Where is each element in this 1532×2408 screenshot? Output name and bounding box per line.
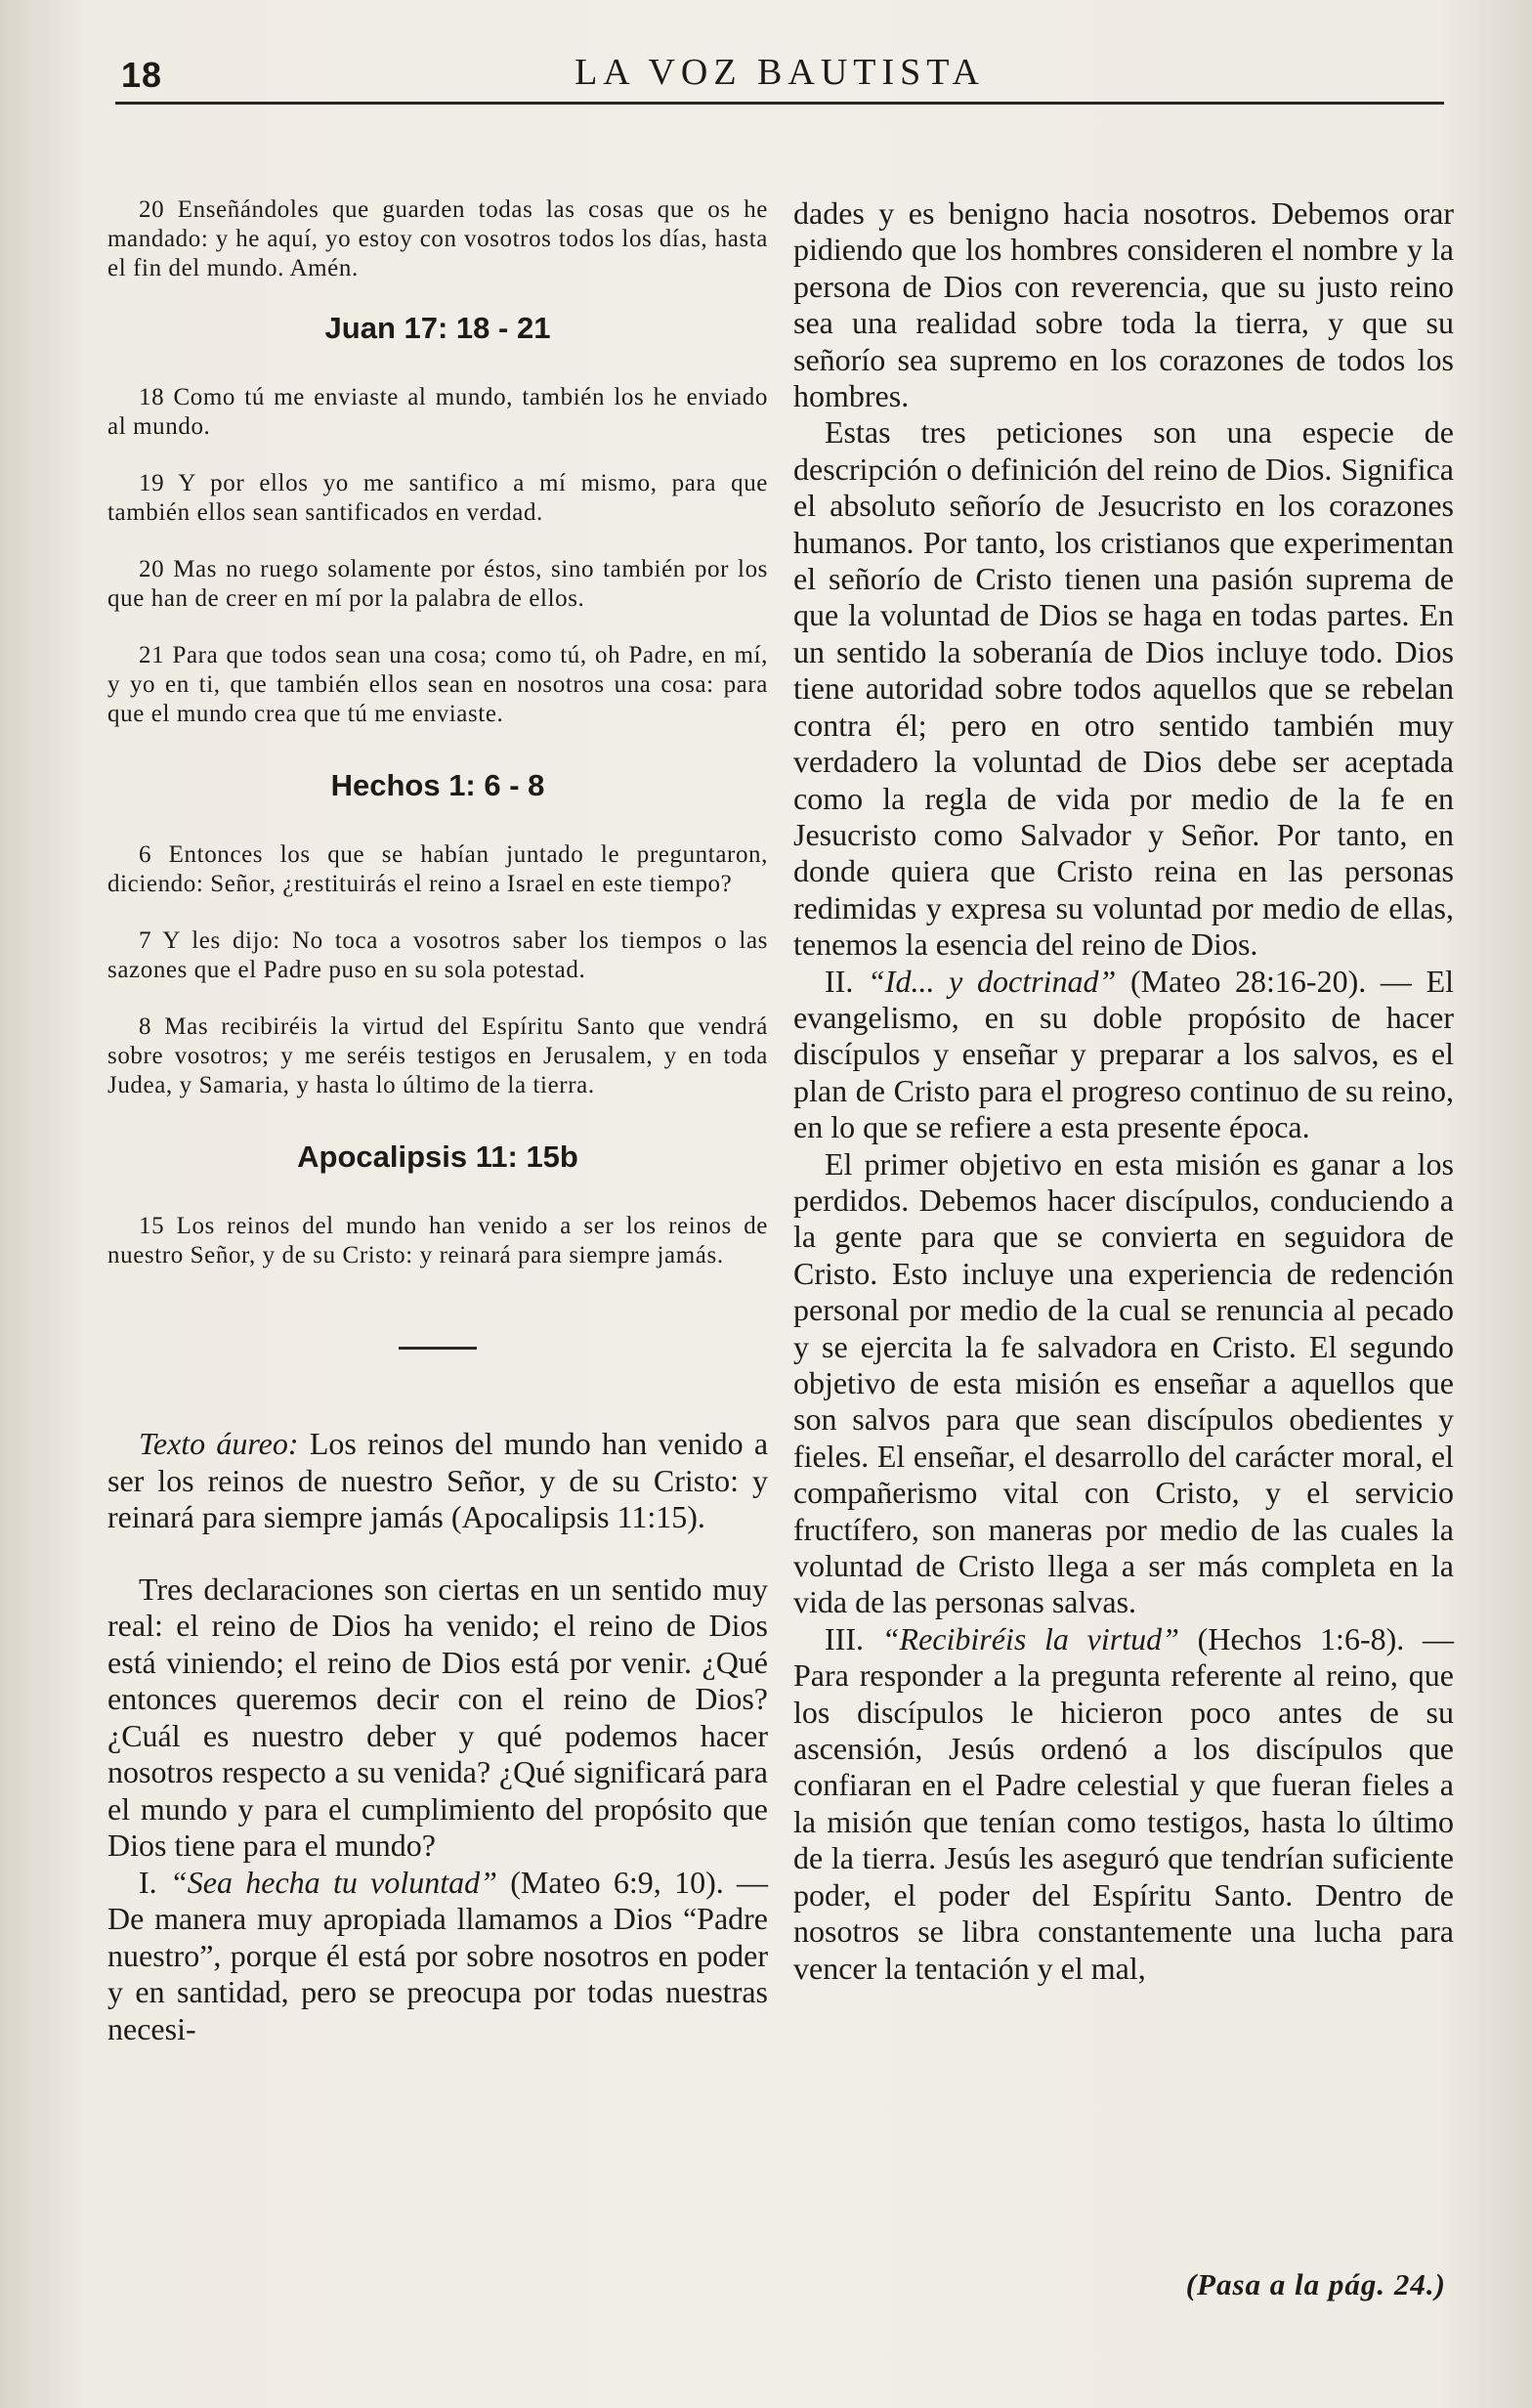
- point-text: (Hechos 1:6-8). — Para responder a la pregunta referente al reino, que los discípulos le hicieron poco antes de su ascensión, Jesús ordenó a los discípulos que confiaran en el Padre celestial y que fueran fieles a la misión que tenían como testigos, hasta lo último de la tierra. Jesús les aseguró que tendrían suficiente poder, el poder del Espíritu Santo. Dentro de nosotros se libra constantemente una lucha para vencer la tentación y el mal,: [793, 1620, 1455, 1986]
- golden-text-label: Texto áureo:: [139, 1426, 299, 1461]
- scripture-reference-heading: Apocalipsis 11: 15b: [297, 1140, 578, 1174]
- left-column: [107, 195, 768, 2047]
- point-three-paragraph: [793, 1621, 1454, 1987]
- point-number: III.: [825, 1620, 864, 1656]
- point-title: “Recibiréis la virtud”: [881, 1620, 1179, 1656]
- body-paragraph: dades y es benigno hacia nosotros. Debemos orar pidiendo que los hombres consideren el nombre y la persona de Dios con reverencia, que su justo reino sea una realidad sobre toda la tierra, y que su señorío sea supremo en los corazones de todos los hombres.: [793, 195, 1454, 414]
- scripture-verse: 20 Enseñándoles que guarden todas las cosas que os he mandado: y he aquí, yo estoy con vosotros todos los días, hasta el fin del mundo. Amén.: [107, 196, 768, 281]
- scripture-verse: 8 Mas recibiréis la virtud del Espíritu Santo que vendrá sobre vosotros; y me seréis testigos en Jerusalem, y en toda Judea, y Samaria, y hasta lo último de la tierra.: [107, 1013, 768, 1098]
- scripture-verse: 15 Los reinos del mundo han venido a ser los reinos de nuestro Señor, y de su Cristo: y reinará para siempre jamás.: [107, 1213, 768, 1268]
- scripture-reference-heading: Hechos 1: 6 - 8: [330, 768, 545, 802]
- scripture-verse: 21 Para que todos sean una cosa; como tú, oh Padre, en mí, y yo en ti, que también ellos sean en nosotros una cosa: para que el mundo crea que tú me enviaste.: [107, 642, 768, 727]
- section-divider: [399, 1347, 477, 1350]
- intro-paragraph: Tres declaraciones son ciertas en un sentido muy real: el reino de Dios ha venido; el reino de Dios está viniendo; el reino de Dios está por venir. ¿Qué entonces queremos decir con el reino de Dios? ¿Cuál es nuestro deber y qué podemos hacer nosotros respecto a su venida? ¿Qué significará para el mundo y para el cumplimiento del propósito que Dios tiene para el mundo?: [107, 1570, 768, 1863]
- point-title: “Sea hecha tu voluntad”: [169, 1864, 497, 1900]
- point-title: “Id... y doctrinad”: [868, 963, 1117, 999]
- point-number: II.: [825, 963, 854, 999]
- body-paragraph: El primer objetivo en esta misión es ganar a los perdidos. Debemos hacer discípulos, conduciendo a la gente para que se convierta en seguidora de Cristo. Esto incluye una experiencia de redención personal por medio de la cual se renuncia al pecado y se ejercita la fe salvadora en Cristo. El segundo objetivo de esta misión es enseñar a aquellos que son salvos para que sean discípulos obedientes y fieles. El enseñar, el desarrollo del carácter moral, el compañerismo vital con Cristo, y el servicio fructífero, son maneras por medio de las cuales la voluntad de Cristo llega a ser más completa en la vida de las personas salvas.: [793, 1145, 1454, 1620]
- point-two-paragraph: [793, 964, 1454, 1146]
- scripture-verse: 19 Y por ellos yo me santifico a mí mismo, para que también ellos sean santificados en verdad.: [107, 470, 768, 526]
- point-text: (Mateo 6:9, 10). — De manera muy apropiada llamamos a Dios “Padre nuestro”, porque él está por sobre nosotros en poder y en santidad, pero se preocupa por todas nuestras necesi-: [107, 1864, 769, 2046]
- scripture-verse: 7 Y les dijo: No toca a vosotros saber los tiempos o las sazones que el Padre puso en su sola potestad.: [107, 927, 768, 983]
- body-paragraph: Estas tres peticiones son una especie de descripción o definición del reino de Dios. Significa el absoluto señorío de Jesucristo en los corazones humanos. Por tanto, los cristianos que experimentan el señorío de Cristo tienen una pasión suprema de que la voluntad de Dios se haga en todas partes. En un sentido la soberanía de Dios incluye todo. Dios tiene autoridad sobre todos aquellos que se rebelan contra él; pero en otro sentido también muy verdadero la voluntad de Dios debe ser aceptada como la regla de vida por medio de la fe en Jesucristo como Salvador y Señor. Por tanto, en donde quiera que Cristo reina en las personas redimidas y expresa su voluntad por medio de ellas, tenemos la esencia del reino de Dios.: [793, 414, 1454, 963]
- continued-on-note: (Pasa a la pág. 24.): [1185, 2267, 1446, 2301]
- page-header: [115, 45, 1444, 113]
- point-number: I.: [139, 1864, 157, 1900]
- point-text: (Mateo 28:16-20). — El evangelismo, en su doble propósito de hacer discípulos y enseñar y preparar a los salvos, es el plan de Cristo para el progreso continuo de su reino, en lo que se refiere a esta presente época.: [793, 963, 1455, 1145]
- scripture-verse: 18 Como tú me enviaste al mundo, también los he enviado al mundo.: [107, 384, 768, 440]
- golden-text: Los reinos del mundo han venido a ser los reinos de nuestro Señor, y de su Cristo: y reinará para siempre jamás (Apocalipsis 11:15).: [107, 1426, 769, 1534]
- scripture-reference-heading: Juan 17: 18 - 21: [324, 311, 551, 345]
- page-number: 18: [121, 55, 163, 95]
- golden-text-paragraph: [107, 1426, 768, 1536]
- point-one-paragraph: [107, 1865, 768, 2048]
- header-rule: [115, 102, 1444, 105]
- right-column: [793, 195, 1454, 1987]
- publication-title: LA VOZ BAUTISTA: [574, 52, 985, 93]
- scripture-verse: 6 Entonces los que se habían juntado le preguntaron, diciendo: Señor, ¿restituirás el reino a Israel en este tiempo?: [107, 841, 768, 897]
- scripture-verse: 20 Mas no ruego solamente por éstos, sino también por los que han de creer en mí por la palabra de ellos.: [107, 556, 768, 612]
